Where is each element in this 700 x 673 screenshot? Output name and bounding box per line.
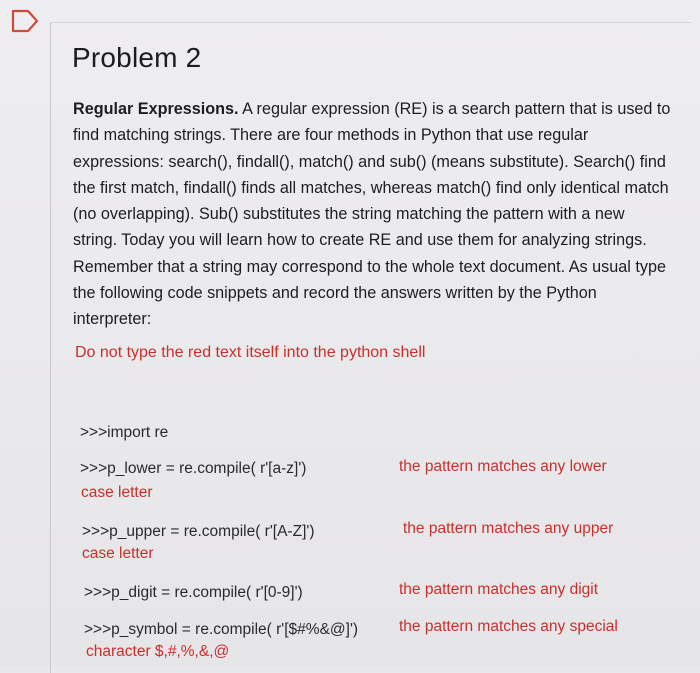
snippet-note-continuation: case letter [82, 545, 154, 562]
tag-outline-icon [10, 8, 40, 34]
page-title: Problem 2 [72, 42, 202, 73]
intro-body: A regular expression (RE) is a search pattern that is used to find matching strings. There are four methods in Python that use regular expressions: search(), findall(), match() and sub() (means substitute). Search() find the first match, findall() finds all matches, whereas match() find only identical match (no overlapping). Sub() substitutes the string matching the pattern with a new string. Today you will learn how to create RE and use them for analyzing strings. Remember that a string may correspond to the whole text document. As usual type the following code snippets and record the answers written by the Python interpreter: [73, 100, 671, 329]
snippet-note: the pattern matches any lower [399, 458, 607, 475]
snippet-note: the pattern matches any digit [399, 581, 599, 598]
snippet-note: the pattern matches any upper [403, 520, 614, 537]
code-snippet: >>>p_lower = re.compile( r'[a-z]') [80, 460, 307, 477]
snippet-note: the pattern matches any special [399, 618, 618, 635]
code-snippet: >>>import re [80, 424, 169, 441]
warning-text: Do not type the red text itself into the python shell [75, 344, 426, 361]
code-snippet: >>>p_digit = re.compile( r'[0-9]') [84, 584, 303, 601]
intro-lead: Regular Expressions. [73, 100, 239, 118]
code-snippet: >>>p_upper = re.compile( r'[A-Z]') [82, 523, 315, 540]
snippet-note-continuation: case letter [81, 484, 153, 501]
intro-paragraph [73, 96, 673, 333]
code-snippet: >>>p_symbol = re.compile( r'[$#%&@]') [84, 621, 359, 638]
snippet-note-continuation: character $,#,%,&,@ [86, 643, 230, 660]
